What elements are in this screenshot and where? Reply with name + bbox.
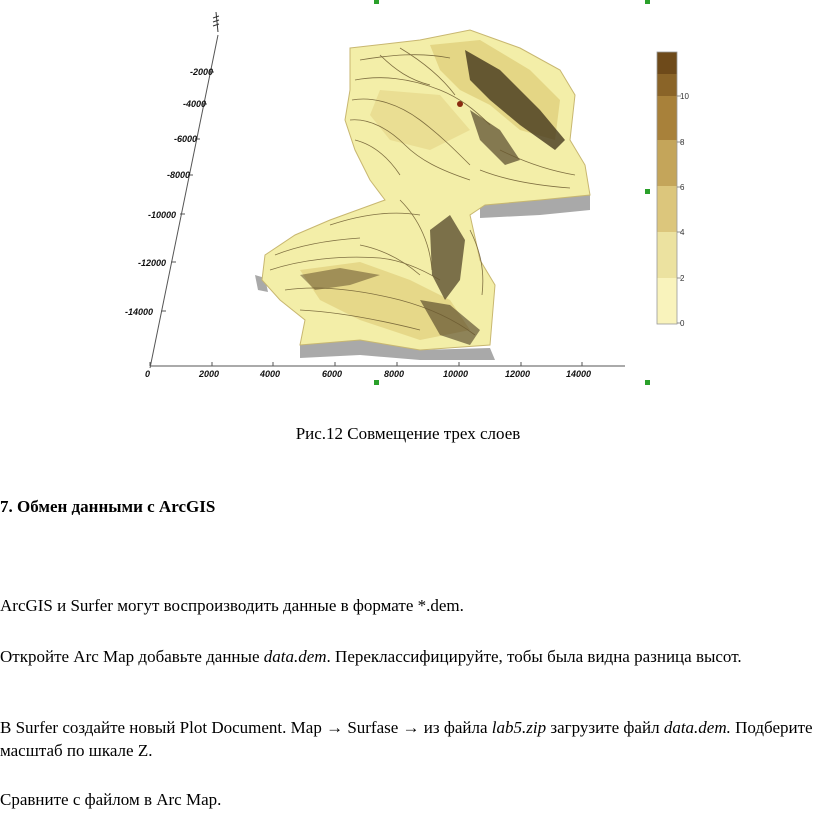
y-axis-line xyxy=(150,35,218,368)
colorbar xyxy=(657,52,677,324)
colorbar-ticks xyxy=(677,96,681,323)
y-tick-label: -12000 xyxy=(138,258,167,268)
figure-caption: Рис.12 Совмещение трех слоев xyxy=(295,424,521,443)
section-heading: 7. Обмен данными с ArcGIS xyxy=(0,497,216,516)
selection-handle-top-right[interactable] xyxy=(645,0,650,4)
text-segment: . Переклассифицируйте, тобы была видна разница высот. xyxy=(326,647,742,666)
y-tick-label: -6000 xyxy=(174,134,198,144)
text-segment: Откройте Arc Map добавьте данные xyxy=(0,647,264,666)
paragraph-dem-format: ArcGIS и Surfer могут воспроизводить данные в формате *.dem. xyxy=(0,596,464,615)
filename-lab5-zip: lab5.zip xyxy=(491,718,547,737)
colorbar-label: 2 xyxy=(680,274,685,283)
colorbar-label: 0 xyxy=(680,319,685,328)
y-tick-label: -10000 xyxy=(148,210,177,220)
selection-handle-bottom-right[interactable] xyxy=(645,380,650,385)
colorbar-label: 6 xyxy=(680,183,685,192)
selection-handle-top[interactable] xyxy=(374,0,379,4)
z-axis xyxy=(213,12,219,32)
x-tick-label: 12000 xyxy=(505,369,531,379)
x-axis-ticks xyxy=(150,362,582,366)
x-tick-label: 6000 xyxy=(322,369,343,379)
y-tick-label: -14000 xyxy=(125,307,154,317)
text-segment: Подберите масштаб по шкале Z. xyxy=(0,718,813,760)
y-tick-label: -8000 xyxy=(167,170,191,180)
x-tick-label: 4000 xyxy=(260,369,281,379)
paragraph-surfer-instructions xyxy=(0,716,816,762)
paragraph-compare: Сравните с файлом в Arc Map. xyxy=(0,790,222,809)
colorbar-label: 10 xyxy=(680,92,689,101)
x-tick-label: 8000 xyxy=(384,369,405,379)
x-tick-label: 0 xyxy=(145,369,151,379)
selection-handle-right[interactable] xyxy=(645,189,650,194)
selection-handle-bottom[interactable] xyxy=(374,380,379,385)
text-segment: В Surfer создайте новый Plot Document. Map → Surfase → из файла xyxy=(0,718,492,737)
x-tick-label: 14000 xyxy=(566,369,592,379)
y-tick-label: -2000 xyxy=(190,67,214,77)
colorbar-label: 4 xyxy=(680,228,685,237)
filename-data-dem: data.dem xyxy=(263,647,327,666)
x-tick-label: 2000 xyxy=(199,369,220,379)
colorbar-label: 8 xyxy=(680,138,685,147)
terrain-surface xyxy=(262,30,590,350)
surface-map-figure xyxy=(0,0,816,400)
filename-data-dem: data.dem. xyxy=(663,718,731,737)
y-tick-label: -4000 xyxy=(183,99,207,109)
paragraph-arcmap-instructions xyxy=(0,645,816,668)
text-segment: загрузите файл xyxy=(546,718,664,737)
x-tick-label: 10000 xyxy=(443,369,469,379)
